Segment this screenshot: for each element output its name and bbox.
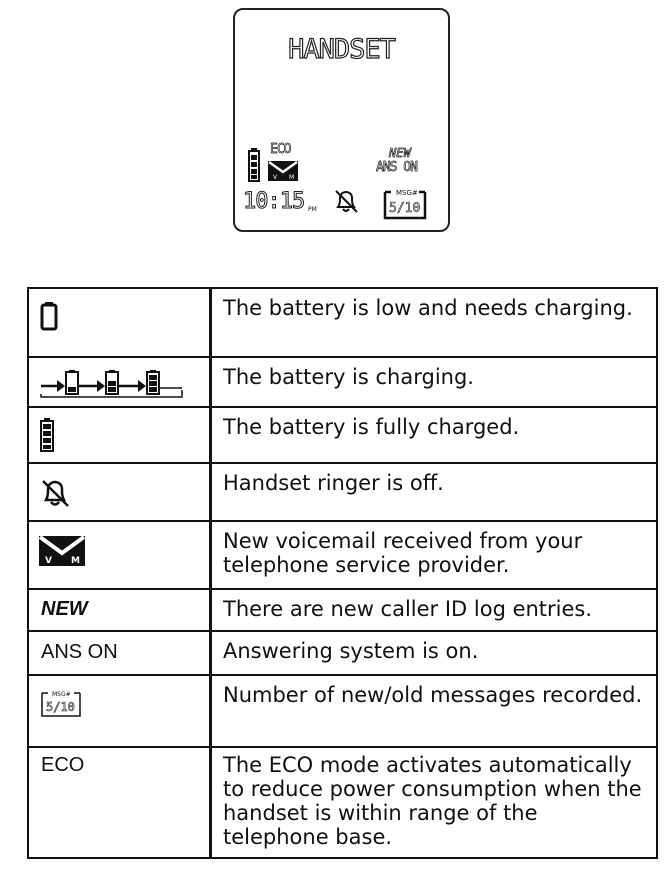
row-description: Number of new/old messages recorded. [223, 683, 643, 707]
svg-text:V: V [45, 556, 52, 566]
battery-charging-icon [39, 366, 184, 398]
row-description: Handset ringer is off. [223, 471, 444, 495]
battery-full-icon [248, 148, 260, 182]
new-label: NEW [41, 598, 88, 620]
svg-text:M: M [71, 556, 80, 566]
lcd-ans-on-indicator: ANS ON [376, 160, 417, 175]
lcd-clock: 10:15 [243, 189, 305, 214]
row-description: Answering system is on. [223, 639, 479, 663]
lcd-new-indicator: NEW [389, 146, 411, 160]
table-row [29, 590, 656, 632]
row-description: There are new caller ID log entries. [223, 597, 593, 621]
lcd-eco-indicator: ECO [270, 142, 291, 157]
table-row [29, 289, 656, 358]
table-row [29, 676, 656, 748]
msg-label: MSG# [52, 691, 71, 698]
svg-text:M: M [289, 174, 295, 181]
eco-label: ECO [41, 754, 85, 776]
message-counter-icon [39, 688, 83, 718]
message-counter-icon [381, 186, 427, 224]
lcd-msg-count: 5/10 [389, 201, 421, 216]
handset-lcd-display [233, 8, 450, 232]
row-description: The ECO mode activates automatically to reduce power consumption when the handset is within range of the telephone base. [223, 753, 642, 849]
battery-full-icon [39, 418, 55, 452]
icon-legend-table [27, 287, 658, 859]
msg-value: 5/10 [46, 700, 75, 714]
row-description: The battery is low and needs charging. [223, 296, 633, 320]
svg-text:V: V [273, 174, 278, 181]
table-row [29, 408, 656, 464]
ans-on-label: ANS ON [41, 641, 118, 663]
voicemail-icon [39, 536, 85, 566]
lcd-title: HANDSET [288, 34, 395, 65]
row-description: The battery is fully charged. [223, 415, 520, 439]
row-description: New voicemail received from your telephone service provider. [223, 529, 583, 577]
table-row [29, 358, 656, 408]
battery-low-icon [39, 301, 59, 331]
lcd-msg-label: MSG# [396, 189, 418, 197]
ringer-off-icon [332, 188, 360, 214]
voicemail-icon [268, 161, 298, 181]
table-row [29, 464, 656, 522]
table-row [29, 522, 656, 590]
ringer-off-icon [39, 478, 71, 508]
lcd-ampm: PM [308, 206, 317, 213]
table-row [29, 632, 656, 676]
row-description: The battery is charging. [223, 365, 474, 389]
table-row [29, 748, 656, 857]
